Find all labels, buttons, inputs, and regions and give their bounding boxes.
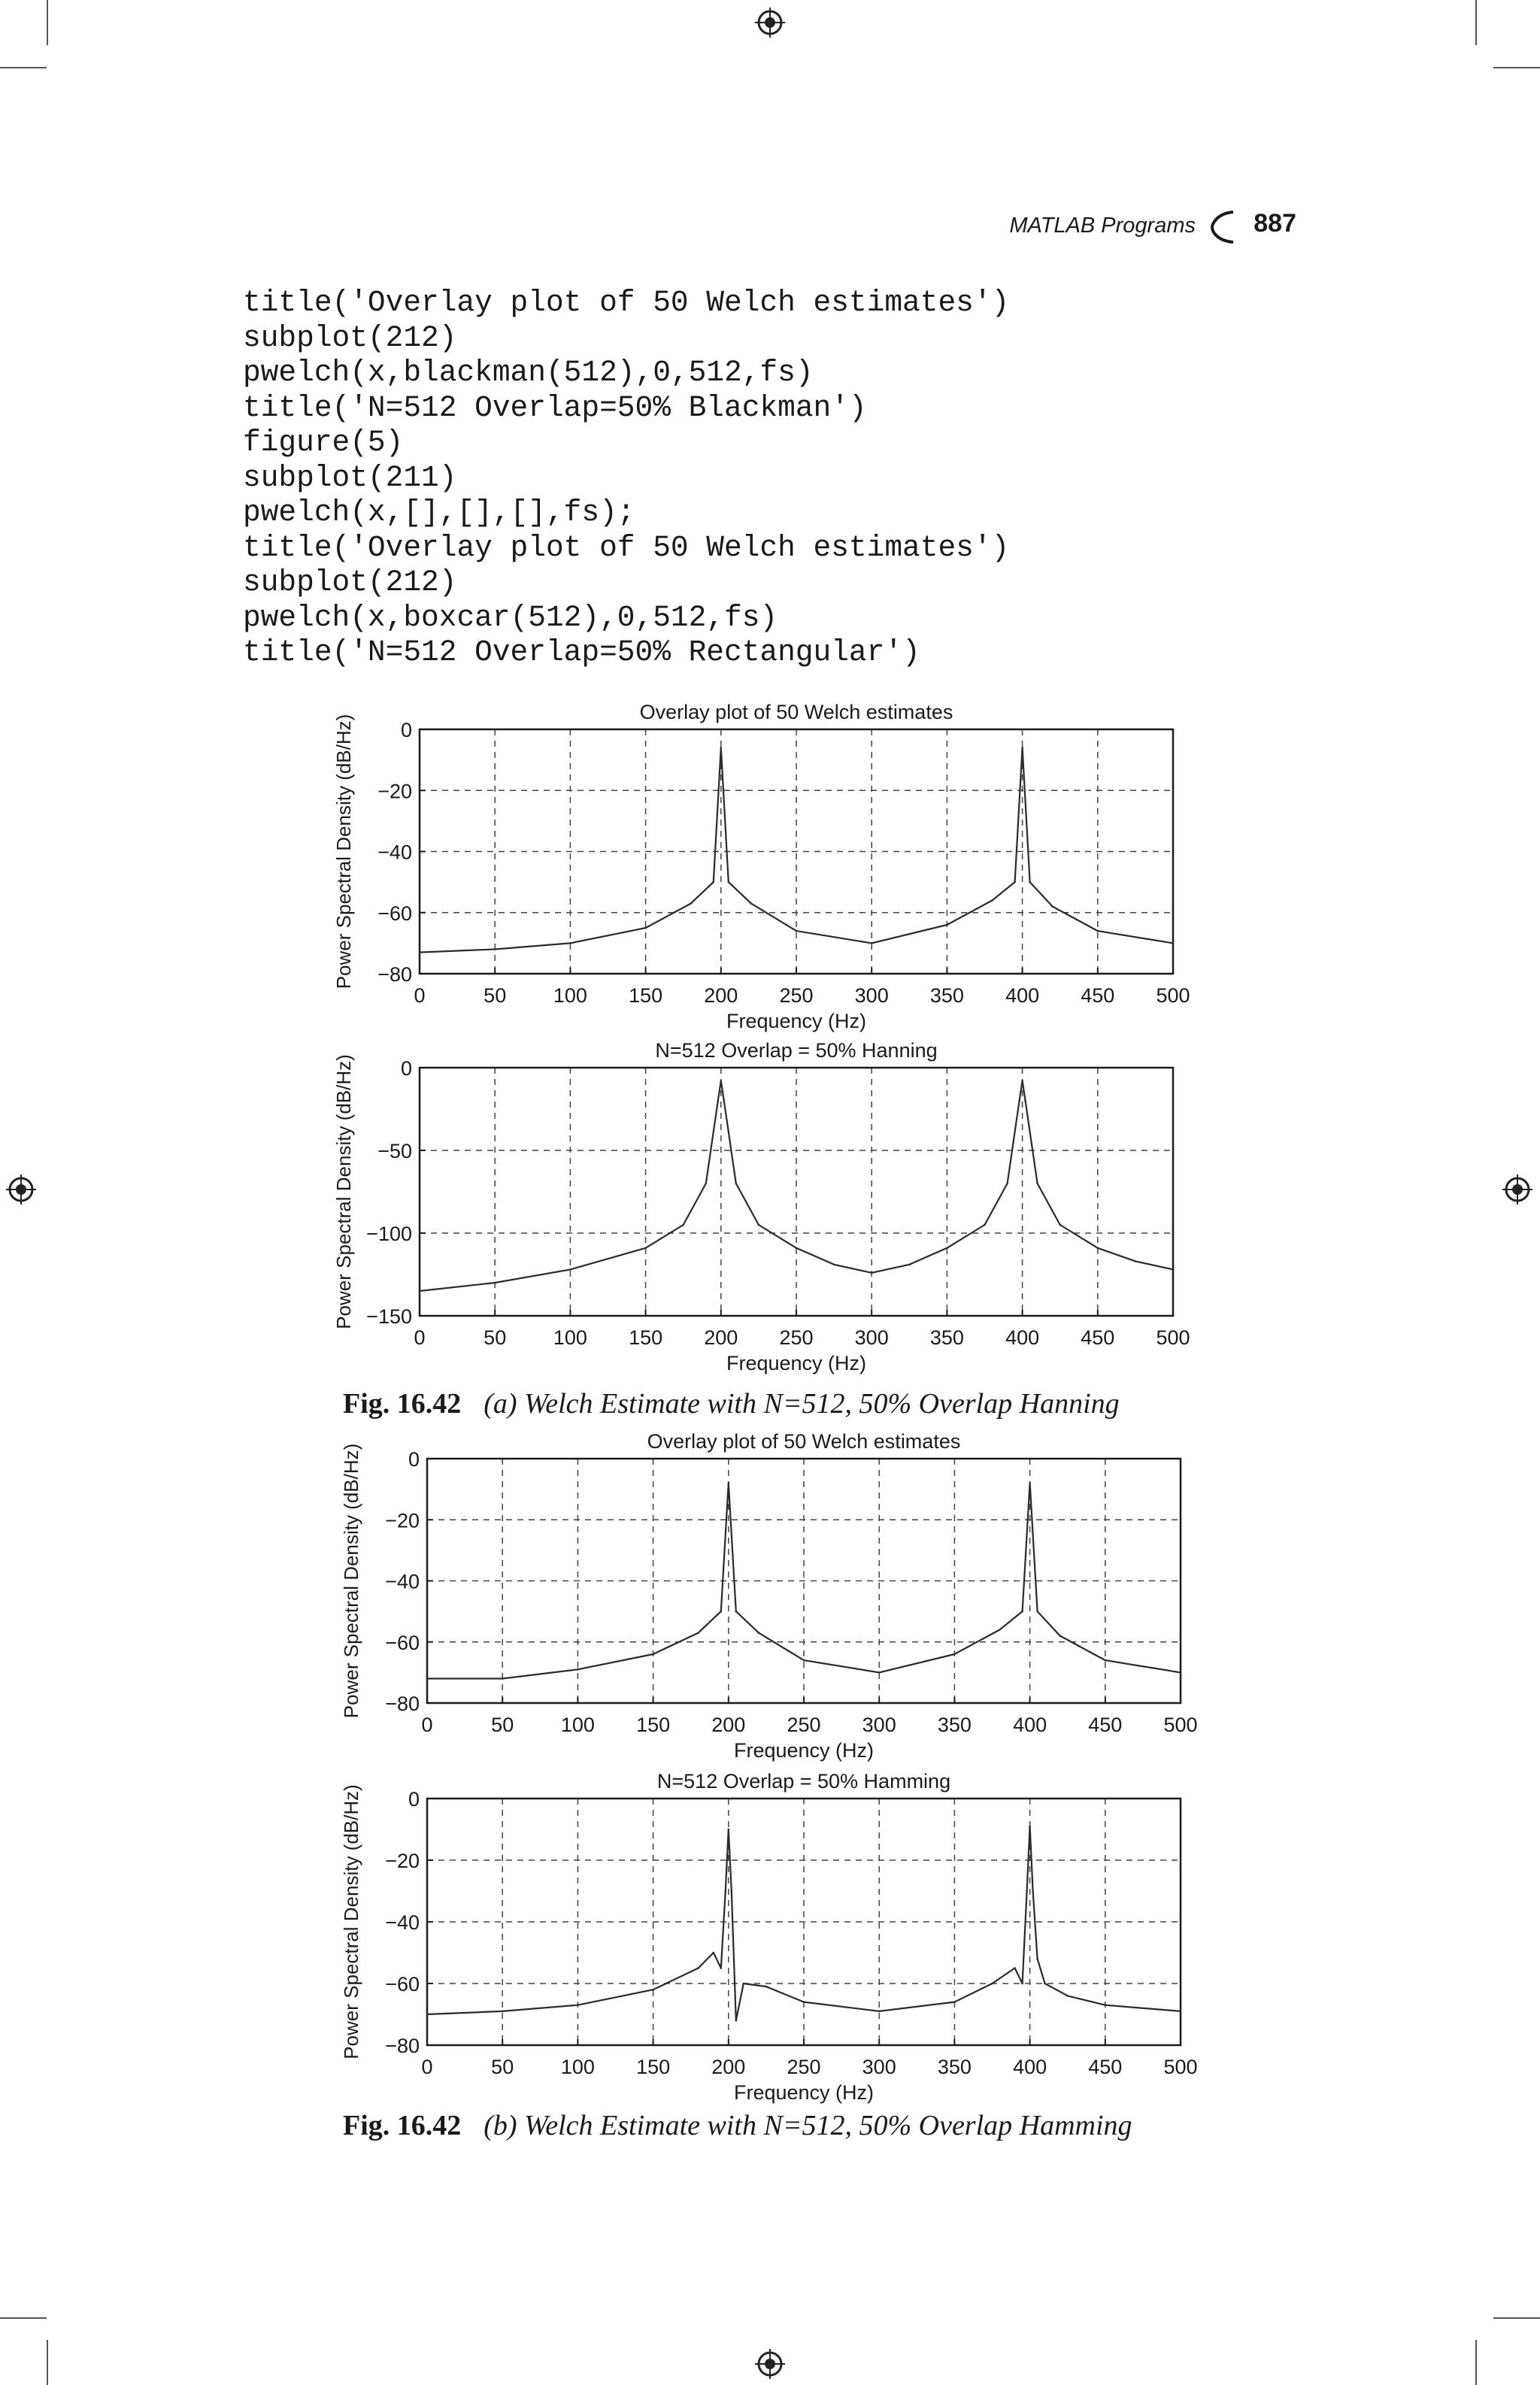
data-point <box>1036 1611 1038 1613</box>
x-tick-label: 500 <box>1163 1714 1198 1736</box>
code-line: pwelch(x,[],[],[],fs); <box>243 495 635 529</box>
data-point <box>1097 930 1099 932</box>
data-point <box>1021 1080 1023 1082</box>
data-point <box>494 1282 496 1284</box>
running-head <box>978 208 1301 245</box>
data-point <box>712 881 714 883</box>
x-tick-label: 500 <box>1156 984 1190 1007</box>
data-point <box>758 1224 760 1226</box>
data-point <box>1029 1482 1031 1484</box>
chart-welch-hamming <box>0 1763 1540 2109</box>
data-point <box>796 930 798 932</box>
y-tick-label: −20 <box>377 780 412 803</box>
data-point <box>1036 1958 1038 1960</box>
y-tick-label: −50 <box>377 1140 412 1162</box>
data-point <box>1051 905 1053 908</box>
data-point <box>953 1653 956 1656</box>
data-point <box>1032 1890 1034 1893</box>
data-point <box>803 1659 805 1662</box>
y-tick-label: −60 <box>385 1631 420 1654</box>
x-tick-label: 150 <box>636 2056 671 2078</box>
x-axis-label: Frequency (Hz) <box>733 1739 875 1762</box>
data-point <box>1021 747 1023 749</box>
data-point <box>569 942 571 944</box>
data-point <box>1029 1826 1031 1828</box>
x-tick-label: 200 <box>704 984 738 1007</box>
x-tick-label: 350 <box>929 1326 964 1349</box>
x-tick-label: 200 <box>704 1326 738 1349</box>
x-axis-label: Frequency (Hz) <box>726 1010 867 1032</box>
chart-title: Overlay plot of 50 Welch estimates <box>639 701 953 723</box>
data-point <box>1014 1967 1016 1969</box>
figure-caption-b <box>343 2109 1132 2142</box>
x-tick-label: 500 <box>1156 1326 1190 1349</box>
crop-mark <box>1493 67 1540 68</box>
data-point <box>717 1100 719 1102</box>
x-tick-label: 400 <box>1013 2056 1047 2078</box>
y-tick-label: −80 <box>385 1693 420 1715</box>
y-tick-label: 0 <box>408 1448 420 1471</box>
y-tick-label: −60 <box>385 1973 420 1996</box>
data-point <box>690 902 692 905</box>
x-tick-label: 50 <box>484 984 507 1007</box>
data-point <box>750 902 753 905</box>
data-point <box>723 1100 726 1102</box>
y-tick-label: −40 <box>385 1911 420 1934</box>
y-axis-label: Power Spectral Density (dB/Hz) <box>340 1443 362 1719</box>
data-point <box>724 1890 726 1893</box>
y-tick-label: −80 <box>385 2035 420 2057</box>
figure-label: Fig. 16.42 <box>343 2110 462 2141</box>
data-point <box>652 1989 654 1991</box>
data-point <box>697 1632 699 1634</box>
data-point <box>419 951 421 953</box>
x-tick-label: 250 <box>779 984 814 1007</box>
data-point <box>1021 1611 1023 1613</box>
x-tick-label: 150 <box>636 1714 671 1736</box>
x-tick-label: 50 <box>484 1326 507 1349</box>
data-point <box>871 942 873 944</box>
data-point <box>735 1183 738 1185</box>
crop-mark <box>1475 2340 1477 2385</box>
data-point <box>1172 942 1175 944</box>
y-tick-label: 0 <box>400 1057 412 1080</box>
y-tick-label: −150 <box>366 1305 412 1328</box>
data-point <box>644 927 647 929</box>
crop-mark <box>0 2317 47 2319</box>
page-number: 887 <box>1254 209 1296 238</box>
chart-welch-hanning <box>0 1034 1540 1376</box>
x-tick-label: 300 <box>854 1326 889 1349</box>
data-point <box>720 1967 722 1969</box>
data-point <box>1105 1659 1107 1662</box>
bracket-ornament-icon <box>1208 209 1238 245</box>
data-point <box>1105 2004 1107 2006</box>
data-point <box>908 1264 911 1266</box>
data-point <box>743 1983 745 1985</box>
x-tick-label: 150 <box>629 984 663 1007</box>
chart-welch-overlay-b <box>0 1417 1540 1763</box>
data-point <box>682 1224 684 1226</box>
figure-caption-text: (b) Welch Estimate with N=512, 50% Overlap Hamming <box>484 2110 1132 2141</box>
data-point <box>728 881 730 883</box>
data-point <box>705 1183 707 1185</box>
data-point <box>712 1952 714 1954</box>
y-axis-label: Power Spectral Density (dB/Hz) <box>340 1784 362 2059</box>
x-tick-label: 400 <box>1005 1326 1040 1349</box>
x-tick-label: 200 <box>711 1714 746 1736</box>
x-tick-label: 250 <box>787 2056 821 2078</box>
x-tick-label: 0 <box>421 1714 433 1736</box>
x-tick-label: 100 <box>560 1714 595 1736</box>
y-tick-label: −20 <box>385 1850 420 1872</box>
code-line: subplot(212) <box>243 565 457 599</box>
code-line: pwelch(x,blackman(512),0,512,fs) <box>243 356 814 389</box>
y-axis-label: Power Spectral Density (dB/Hz) <box>332 714 355 989</box>
data-point <box>502 1677 504 1680</box>
y-axis-label: Power Spectral Density (dB/Hz) <box>332 1054 355 1329</box>
data-point <box>569 1268 571 1271</box>
data-point <box>426 1677 429 1680</box>
data-point <box>1006 1183 1008 1185</box>
data-point <box>946 1247 948 1250</box>
x-tick-label: 250 <box>787 1714 821 1736</box>
data-point <box>731 1890 733 1893</box>
data-point <box>871 1272 873 1274</box>
x-tick-label: 400 <box>1013 1714 1047 1736</box>
x-tick-label: 100 <box>553 1326 587 1349</box>
x-tick-label: 450 <box>1081 1326 1115 1349</box>
crop-mark <box>47 2340 48 2385</box>
code-line: figure(5) <box>243 426 404 459</box>
x-tick-label: 100 <box>553 984 587 1007</box>
code-line: subplot(211) <box>243 460 457 495</box>
data-point <box>1059 1635 1061 1637</box>
data-point <box>1026 1890 1028 1893</box>
x-tick-label: 100 <box>560 2056 595 2078</box>
data-point <box>502 2011 504 2013</box>
figure-caption-text: (a) Welch Estimate with N=512, 50% Overlap Hanning <box>484 1388 1120 1420</box>
x-tick-label: 450 <box>1081 984 1115 1007</box>
data-point <box>991 1983 993 1985</box>
code-line: pwelch(x,boxcar(512),0,512,fs) <box>243 600 778 635</box>
data-point <box>1044 1983 1046 1985</box>
data-point <box>697 1967 699 1969</box>
x-tick-label: 400 <box>1005 984 1040 1007</box>
data-point <box>720 1080 723 1082</box>
y-tick-label: −40 <box>385 1570 420 1593</box>
code-line: title('Overlay plot of 50 Welch estimates') <box>243 286 1010 320</box>
x-tick-label: 0 <box>421 2056 433 2078</box>
data-point <box>419 1290 421 1293</box>
crop-mark <box>1493 2317 1540 2319</box>
data-point <box>1029 881 1031 883</box>
x-tick-label: 50 <box>491 2056 514 2078</box>
data-point <box>494 948 496 950</box>
code-listing <box>243 286 1009 671</box>
x-tick-label: 300 <box>862 2056 896 2078</box>
chart-welch-overlay-a <box>0 688 1540 1034</box>
x-tick-label: 300 <box>862 1714 896 1736</box>
x-tick-label: 500 <box>1163 2056 1198 2078</box>
data-point <box>796 1247 798 1250</box>
x-axis-label: Frequency (Hz) <box>733 2081 875 2104</box>
data-point <box>1018 1100 1020 1102</box>
data-point <box>577 1668 579 1671</box>
data-point <box>728 1482 730 1484</box>
data-point <box>1014 881 1016 883</box>
x-tick-label: 0 <box>414 1326 426 1349</box>
data-point <box>991 899 993 902</box>
data-point <box>765 1986 768 1988</box>
x-tick-label: 50 <box>491 1714 514 1736</box>
crop-mark <box>0 67 47 68</box>
data-point <box>652 1653 654 1656</box>
figure-label: Fig. 16.42 <box>343 1388 462 1420</box>
chart-title: Overlay plot of 50 Welch estimates <box>647 1430 961 1453</box>
data-point <box>1180 2011 1182 2013</box>
data-point <box>833 1264 835 1266</box>
registration-mark-icon <box>755 2349 785 2379</box>
y-tick-label: −60 <box>377 902 412 925</box>
figure-caption-a <box>343 1387 1120 1420</box>
y-tick-label: −20 <box>385 1509 420 1532</box>
data-point <box>999 1629 1001 1631</box>
data-point <box>735 2020 738 2022</box>
data-point <box>720 747 723 749</box>
x-tick-label: 200 <box>711 2056 746 2078</box>
x-tick-label: 350 <box>937 2056 972 2078</box>
data-point <box>728 1829 730 1831</box>
data-point <box>1180 1671 1182 1674</box>
data-point <box>1036 1183 1038 1185</box>
x-tick-label: 300 <box>854 984 889 1007</box>
data-point <box>577 2004 579 2006</box>
data-point <box>720 1611 722 1613</box>
x-tick-label: 150 <box>629 1326 663 1349</box>
x-tick-label: 450 <box>1088 2056 1123 2078</box>
code-line: title('Overlay plot of 50 Welch estimates') <box>243 530 1010 565</box>
crop-mark <box>1475 0 1477 45</box>
data-point <box>953 2001 956 2003</box>
data-point <box>1059 1224 1061 1226</box>
running-head-title: MATLAB Programs <box>1009 214 1196 238</box>
chart-title: N=512 Overlap = 50% Hanning <box>655 1039 938 1062</box>
x-tick-label: 0 <box>414 984 426 1007</box>
code-line: title('N=512 Overlap=50% Rectangular') <box>243 635 920 669</box>
code-line: subplot(212) <box>243 320 457 355</box>
data-point <box>1024 1100 1026 1102</box>
data-point <box>1135 1260 1137 1262</box>
data-point <box>644 1247 647 1250</box>
x-axis-label: Frequency (Hz) <box>726 1352 867 1374</box>
code-line: title('N=512 Overlap=50% Blackman') <box>243 390 867 425</box>
y-tick-label: −80 <box>377 963 412 986</box>
crop-mark <box>47 0 48 45</box>
registration-mark-icon <box>755 8 785 38</box>
x-tick-label: 250 <box>779 1326 814 1349</box>
data-point <box>1097 1247 1099 1250</box>
y-tick-label: −40 <box>377 841 412 864</box>
y-tick-label: 0 <box>408 1788 420 1811</box>
data-point <box>984 1224 986 1226</box>
data-point <box>1066 1995 1069 1997</box>
y-tick-label: 0 <box>400 719 412 741</box>
data-point <box>878 2011 881 2013</box>
x-tick-label: 350 <box>937 1714 972 1736</box>
y-tick-label: −100 <box>366 1223 412 1245</box>
data-point <box>1172 1268 1175 1271</box>
data-point <box>758 1632 760 1634</box>
data-point <box>878 1671 881 1674</box>
data-point <box>426 2014 429 2016</box>
x-tick-label: 350 <box>929 984 964 1007</box>
data-point <box>946 924 948 926</box>
data-point <box>1021 1983 1023 1985</box>
data-point <box>735 1611 738 1613</box>
x-tick-label: 450 <box>1088 1714 1123 1736</box>
chart-title: N=512 Overlap = 50% Hamming <box>656 1770 951 1793</box>
data-point <box>803 2001 805 2003</box>
